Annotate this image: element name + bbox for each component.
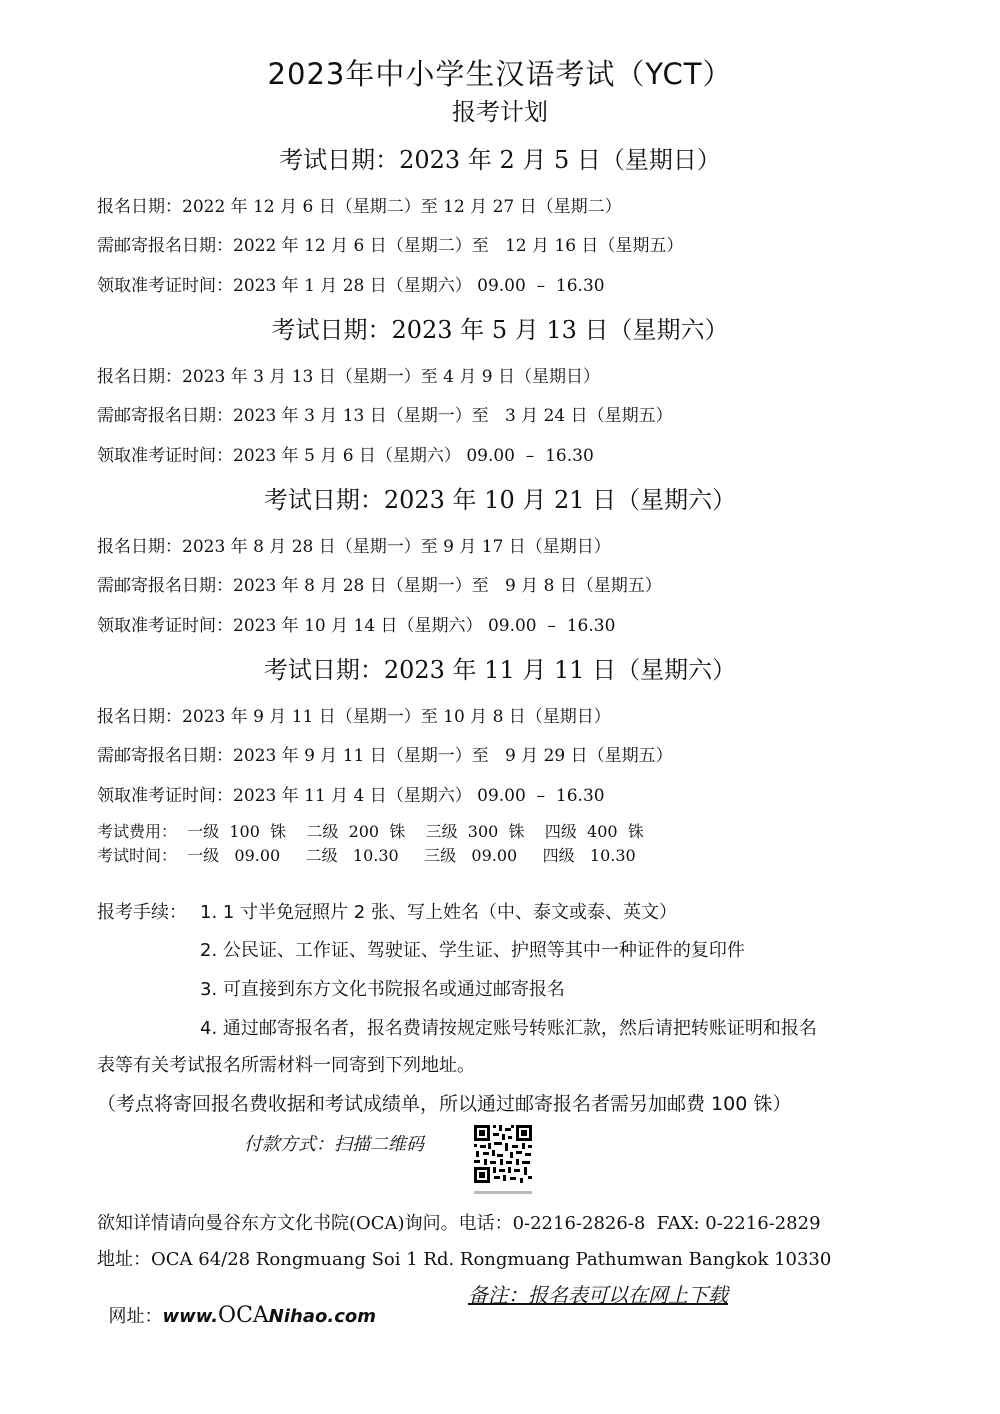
- website-link-suffix[interactable]: Nihao.com: [268, 1306, 376, 1327]
- inquiry-info: 欲知详情请向曼谷东方文化书院(OCA)询问。电话：0-2216-2826-8 FAX: 0-2216-2829: [97, 1213, 821, 1234]
- register-period: 报名日期：2023 年 9 月 11 日（星期一）至 10 月 8 日（星期日）: [97, 707, 611, 727]
- website: [97, 1281, 376, 1328]
- register-period: 报名日期：2023 年 8 月 28 日（星期一）至 9 月 17 日（星期日）: [97, 537, 611, 557]
- exam-times: 考试时间： 一级 09.00 二级 10.30 三级 09.00 四级 10.30: [97, 846, 636, 865]
- address: 地址：OCA 64/28 Rongmuang Soi 1 Rd. Rongmuang Pathumwan Bangkok 10330: [97, 1249, 832, 1270]
- admission-ticket-time: 领取准考证时间：2023 年 11 月 4 日（星期六） 09.00 – 16.30: [97, 786, 605, 806]
- admission-ticket-time: 领取准考证时间：2023 年 5 月 6 日（星期六） 09.00 – 16.30: [97, 446, 594, 466]
- payment-method-label: 付款方式：扫描二维码: [244, 1134, 424, 1155]
- register-period: 报名日期：2023 年 3 月 13 日（星期一）至 4 月 9 日（星期日）: [97, 367, 600, 387]
- exam-date-heading: 考试日期：2023 年 11 月 11 日（星期六）: [263, 656, 737, 684]
- page-title: 2023年中小学生汉语考试（YCT）: [267, 57, 733, 91]
- procedure-step: 1. 1 寸半免冠照片 2 张、写上姓名（中、泰文或泰、英文）: [200, 902, 677, 923]
- exam-date-heading: 考试日期：2023 年 2 月 5 日（星期日）: [279, 146, 721, 174]
- website-label: 网址：: [108, 1306, 163, 1327]
- admission-ticket-time: 领取准考证时间：2023 年 10 月 14 日（星期六） 09.00 – 16.30: [97, 616, 616, 636]
- procedure-step-continued: 表等有关考试报名所需材料一同寄到下列地址。: [97, 1055, 475, 1076]
- website-link-domain[interactable]: OCA: [218, 1303, 269, 1328]
- exam-date-heading: 考试日期：2023 年 5 月 13 日（星期六）: [271, 316, 729, 344]
- payment-qr-code[interactable]: [470, 1121, 536, 1203]
- exam-fees: 考试费用： 一级 100 铢 二级 200 铢 三级 300 铢 四级 400 铢: [97, 822, 644, 841]
- mail-register-period: 需邮寄报名日期：2023 年 8 月 28 日（星期一）至 9 月 8 日（星期五）: [97, 576, 662, 596]
- mail-register-period: 需邮寄报名日期：2023 年 9 月 11 日（星期一）至 9 月 29 日（星期五）: [97, 746, 673, 766]
- procedure-step: 2. 公民证、工作证、驾驶证、学生证、护照等其中一种证件的复印件: [200, 940, 745, 961]
- register-period: 报名日期：2022 年 12 月 6 日（星期二）至 12 月 27 日（星期二）: [97, 197, 622, 217]
- procedure-label: 报考手续：: [97, 902, 187, 923]
- website-link-prefix[interactable]: www.: [162, 1306, 219, 1327]
- admission-ticket-time: 领取准考证时间：2023 年 1 月 28 日（星期六） 09.00 – 16.30: [97, 276, 605, 296]
- exam-date-heading: 考试日期：2023 年 10 月 21 日（星期六）: [263, 486, 737, 514]
- page-subtitle: 报考计划: [452, 98, 548, 126]
- postage-note: （考点将寄回报名费收据和考试成绩单，所以通过邮寄报名者需另加邮费 100 铢）: [97, 1093, 792, 1115]
- download-note: 备注：报名表可以在网上下载: [468, 1283, 728, 1307]
- mail-register-period: 需邮寄报名日期：2023 年 3 月 13 日（星期一）至 3 月 24 日（星期五）: [97, 406, 673, 426]
- procedure-step: 4. 通过邮寄报名者，报名费请按规定账号转账汇款，然后请把转账证明和报名: [200, 1018, 817, 1039]
- procedure-step: 3. 可直接到东方文化书院报名或通过邮寄报名: [200, 979, 565, 1000]
- mail-register-period: 需邮寄报名日期：2022 年 12 月 6 日（星期二）至 12 月 16 日（星期五）: [97, 236, 684, 256]
